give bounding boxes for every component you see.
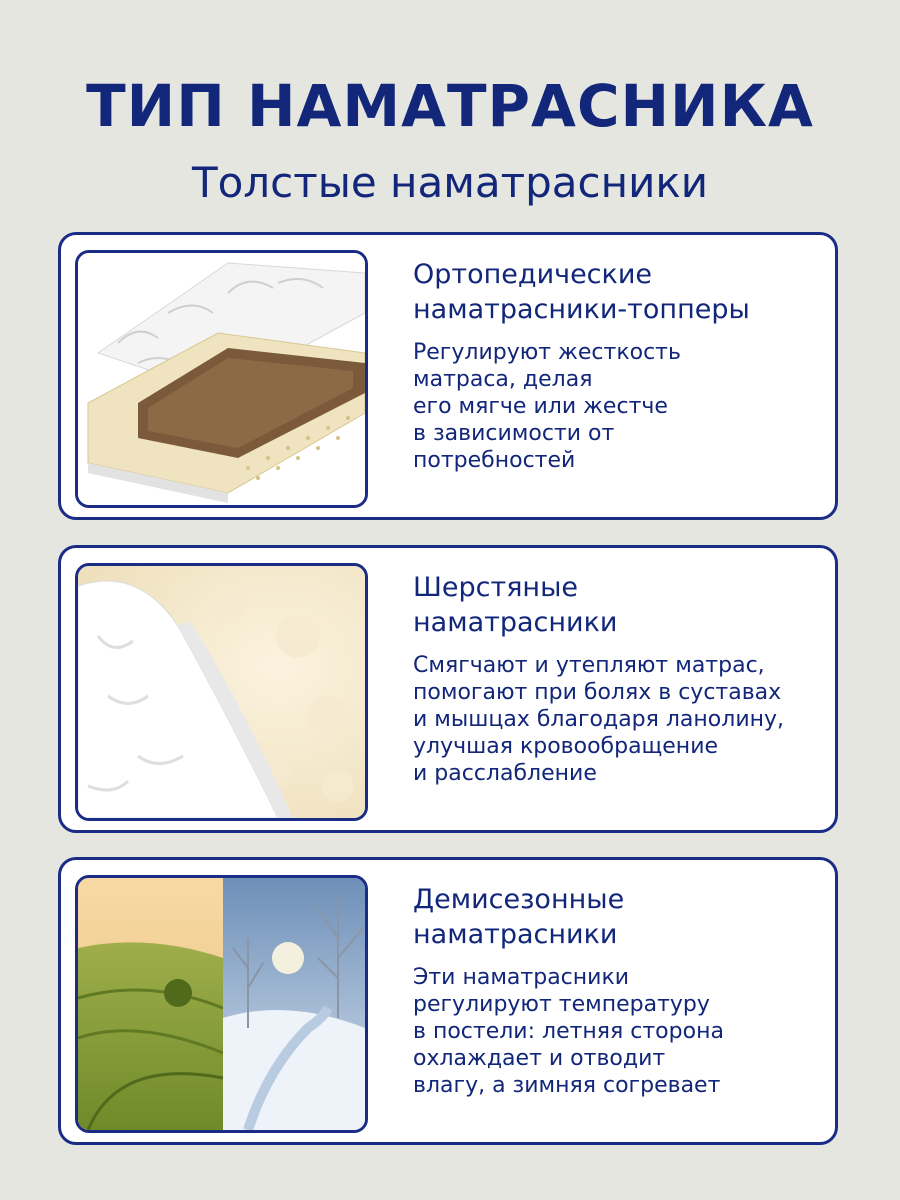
- card-orthopedic-topper: [58, 232, 838, 520]
- wool-illustration: [78, 566, 365, 818]
- card-description: Эти наматрасники регулируют температуру в постели: летняя сторона охлаждает и отводит влагу, а зимняя согревает: [413, 965, 724, 1098]
- card-demiseason-pad: [58, 857, 838, 1145]
- season-split-image: [75, 875, 368, 1133]
- card-description: Смягчают и утепляют матрас, помогают при болях в суставах и мышцах благодаря ланолину, улучшая кровообращение и расслабление: [413, 653, 785, 786]
- card-wool-pad: [58, 545, 838, 833]
- card-title: Шерстяные наматрасники: [413, 572, 618, 638]
- orthopedic-topper-image: [75, 250, 368, 508]
- topper-illustration: [78, 253, 365, 505]
- wool-pad-image: [75, 563, 368, 821]
- page-title: ТИП НАМАТРАСНИКА: [86, 72, 814, 140]
- card-title: Ортопедические наматрасники-топперы: [413, 259, 750, 325]
- card-description: Регулируют жесткость матраса, делая его мягче или жестче в зависимости от потребностей: [413, 340, 681, 473]
- page-subtitle: Толстые наматрасники: [191, 158, 709, 207]
- season-illustration: [78, 878, 365, 1130]
- card-title: Демисезонные наматрасники: [413, 884, 625, 950]
